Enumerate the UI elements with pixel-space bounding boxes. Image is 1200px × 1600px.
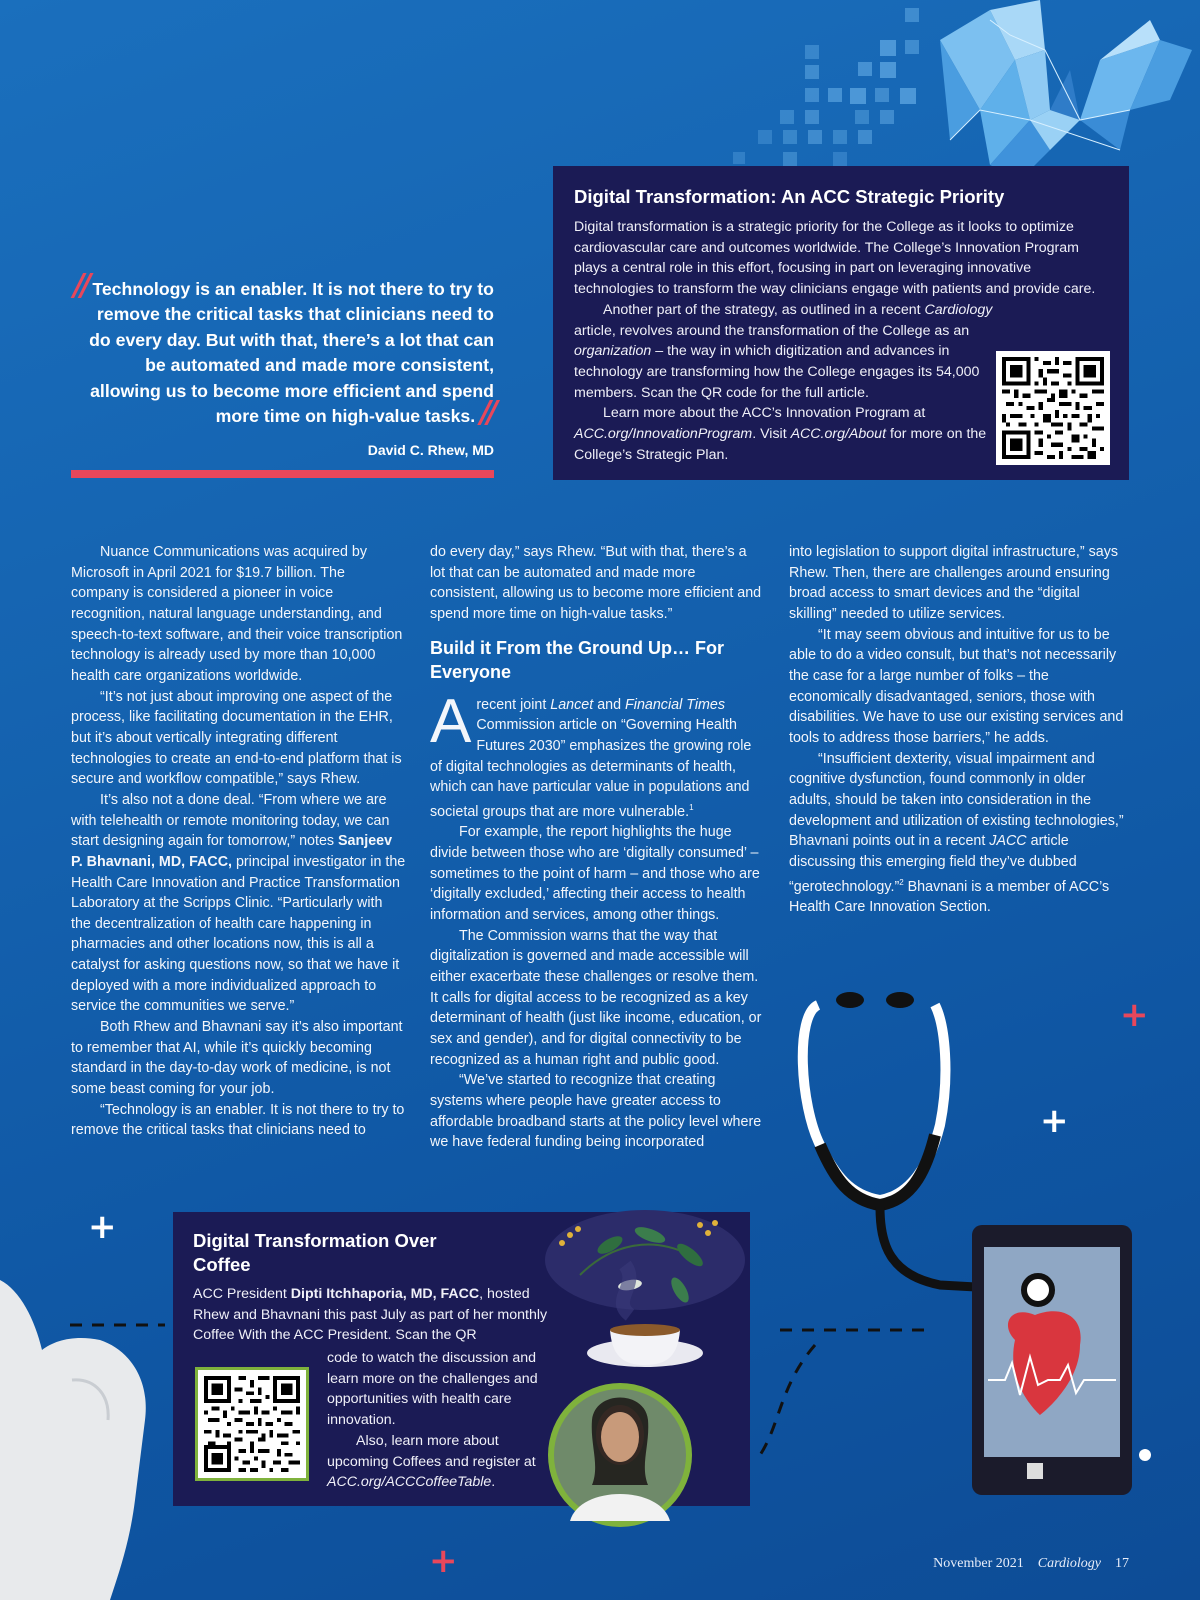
open-quote-mark: // (73, 268, 88, 303)
close-quote-mark: // (480, 395, 494, 431)
page-number: 17 (1115, 1556, 1129, 1571)
body-column-2 (430, 542, 765, 1153)
footer-date: November 2021 (933, 1556, 1024, 1571)
dashed-line-left (70, 1320, 165, 1330)
sidebar-title: Digital Transformation: An ACC Strategic Priority (574, 186, 1005, 207)
col2-paragraph-4: The Commission warns that the way that digitalization is governed and made accessible will either exacerbate these challenges or resolve them. It calls for digital access to be recognized as a key determinant of health (just like income, education, or sex and gender), and for digital connectivity to be recognized as a human right and public good. (430, 927, 762, 1068)
drop-cap: A (430, 686, 472, 756)
section-heading: Build it From the Ground Up… For Everyone (430, 637, 724, 682)
col2-paragraph-5: “We’ve started to recognize that creating systems where people have greater access to affordable broadband starts at the policy level where we have federal funding being incorporated (430, 1072, 762, 1151)
coffee-qr-code[interactable] (195, 1367, 309, 1481)
coffee-text-continued (327, 1348, 547, 1493)
col3-paragraph-2: “It may seem obvious and intuitive for us to be able to do a video consult, but that’s not necessarily the case for a large number of folks – the economically disadvantaged, seniors, those with disabilities. We have to use our existing services and tools to address those barriers,” he adds. (789, 626, 1124, 746)
sidebar-paragraph-3: Learn more about the ACC’s Innovation Program at ACC.org/InnovationProgram. Visit ACC.org/About for more on the College’s Strategic Plan. (574, 405, 987, 463)
strategic-priority-sidebar (553, 166, 1129, 480)
plus-decoration-4: + (1040, 1101, 1069, 1141)
page-footer (933, 1556, 1129, 1572)
footer-magazine: Cardiology (1037, 1556, 1101, 1571)
col2-paragraph-1: do every day,” says Rhew. “But with that, there’s a lot that can be automated and made more consistent, allowing us to become more efficient and spend more time on high-value tasks.” (430, 544, 762, 622)
col3-paragraph-1: into legislation to support digital infrastructure,” says Rhew. Then, there are challenges around ensuring broad access to smart devices and the “digital skilling” needed to utilize services. (789, 544, 1118, 622)
coffee-paragraph-2: Also, learn more about upcoming Coffees and register at ACC.org/ACCCoffeeTable. (327, 1432, 536, 1491)
coffee-paragraph-1b: code to watch the discussion and learn more on the challenges and opportunities with health care innovation. (327, 1350, 538, 1429)
col2-paragraph-2: A recent joint Lancet and Financial Times Commission article on “Governing Health Futures 2030” emphasizes the growing role of digital technologies as determinants of health, which can have particular value in populations and societal groups that are more vulnerable.$^1$ (430, 686, 752, 820)
coffee-title: Digital Transformation Over Coffee (193, 1230, 437, 1275)
col3-paragraph-3: “Insufficient dexterity, visual impairment and cognitive dysfunction, found commonly in older adults, should be taken into consideration in the development and utilization of existing technologies,” Bhavnani points out in a recent JACC article discussing this emerging field they’ve dubbed “gerotechnology.”$^2$ Bhavnani is a member of ACC’s Health Care Innovation Section. (789, 750, 1124, 915)
plus-decoration-2: + (429, 1541, 458, 1581)
coffee-illustration (540, 1205, 755, 1545)
pull-quote (72, 268, 494, 431)
pull-quote-rule (71, 470, 494, 478)
coffee-paragraph-1a: ACC President Dipti Itchhaporia, MD, FACC, hosted Rhew and Bhavnani this past July as part of her monthly Coffee With the ACC President. Scan the QR (193, 1286, 548, 1344)
col1-paragraph-4: Both Rhew and Bhavnani say it’s also important to remember that AI, while it’s quickly becoming standard in the day-to-day work of medicine, is not some beast coming for your job. (71, 1019, 403, 1098)
strategic-plan-qr-code[interactable] (996, 351, 1110, 465)
col2-paragraph-3: For example, the report highlights the huge divide between those who are ‘digitally consumed’ – sometimes to the point of harm – and those who are ‘digitally excluded,’ affecting their access to health information and services, among other things. (430, 824, 760, 923)
body-column-3 (789, 542, 1126, 918)
col1-paragraph-2: “It’s not just about improving one aspect of the process, like facilitating documentation in the EHR, but it’s about vertically integrating different technologies to create an end-to-end platform that is secure and workflow compatible,” says Rhew. (71, 688, 402, 788)
col1-paragraph-5: “Technology is an enabler. It is not there to try to remove the critical tasks that clinicians need to (71, 1101, 405, 1139)
qr-code-icon (1002, 357, 1104, 459)
butterfly-illustration (930, 0, 1200, 185)
col1-paragraph-1: Nuance Communications was acquired by Microsoft in April 2021 for $19.7 billion. The company is considered a pioneer in voice recognition, natural language understanding, and speech-to-text software, and their voice transcription technology is already used by more than 10,000 health care organizations worldwide. (71, 544, 403, 684)
plus-decoration-3: + (1120, 995, 1149, 1035)
stethoscope-phone-illustration (740, 985, 1160, 1515)
sidebar-paragraph-2: Another part of the strategy, as outlined in a recent Cardiology article, revolves around the transformation of the College as an organization – the way in which digitization and advances in technology are transforming how the College engages its 54,000 members. Scan the QR code for the full article. (574, 301, 993, 401)
body-column-1 (71, 542, 406, 1141)
col1-paragraph-3: It’s also not a done deal. “From where we are with telehealth or remote monitoring today, we can start designing again for tomorrow,” notes Sanjeev P. Bhavnani, MD, FACC, principal investigator in the Health Care Innovation and Practice Transformation Laboratory at the Scripps Clinic. “Particularly with the decentralization of health care happening in pharmacies and other locations now, this is all a catalyst for asking questions now, so that we have it deployed with a more individualized approach to service the communities we serve.” (71, 791, 406, 1015)
qr-code-icon (204, 1376, 300, 1472)
pull-quote-text: Technology is an enabler. It is not there to try to remove the critical tasks that clinicians need to do every day. But with that, there’s a lot that can be automated and made more consistent, allowing us to become more efficient and spend more time on high-value tasks. (89, 279, 494, 427)
pull-quote-attribution: David C. Rhew, MD (367, 442, 494, 458)
sidebar-paragraph-1: Digital transformation is a strategic priority for the College as it looks to optimize cardiovascular care and outcomes worldwide. The College’s Innovation Program plays a central role in this effort, focusing in part on leveraging innovative technologies to transform the way clinicians engage with patients and provide care. (574, 219, 1096, 298)
plus-decoration-1: + (88, 1207, 117, 1247)
